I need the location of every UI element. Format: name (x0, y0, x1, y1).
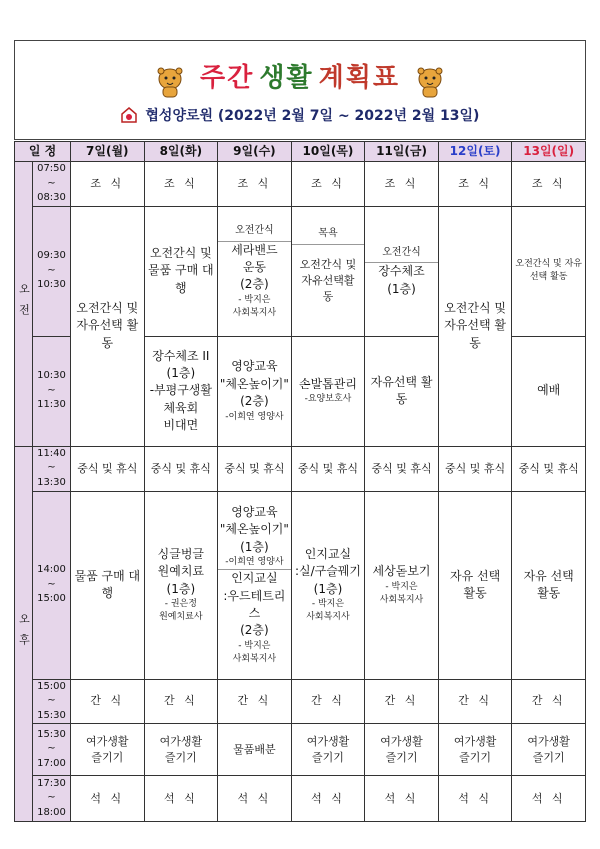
day-header: 8일(화) (144, 142, 218, 162)
title-part-2: 생활 (259, 63, 314, 93)
table-row (15, 776, 586, 822)
dinner-cell: 석 식 (365, 776, 439, 822)
wed-nutrition-topic: "체온높이기" (219, 376, 289, 391)
time-cell: 15:00 ~ 15:30 (33, 679, 71, 724)
fri-pm-name: 세상돋보기 (372, 564, 431, 579)
wed-pm-nutrition-floor: (1층) (240, 539, 269, 554)
dinner-cell: 석 식 (218, 776, 292, 822)
dinner-cell: 석 식 (438, 776, 512, 822)
lunch-cell: 중식 및 휴식 (512, 446, 586, 491)
tue-pm-name-2: 원예치료 (157, 564, 205, 579)
breakfast-cell: 조 식 (71, 162, 145, 207)
day-header: 10일(목) (291, 142, 365, 162)
breakfast-cell: 조 식 (438, 162, 512, 207)
dinner-cell: 석 식 (144, 776, 218, 822)
breakfast-cell: 조 식 (144, 162, 218, 207)
home-logo-icon (121, 107, 137, 123)
tue-morning-cell: 오전간식 및 물품 구매 대행 (144, 206, 218, 336)
tue-pm-floor: (1층) (166, 581, 196, 596)
tue-pm-name: 싱글벙글 (157, 546, 205, 561)
time-cell: 09:30 ~ 10:30 (33, 206, 71, 336)
wed-pm-nutrition-staff: -이희연 영양사 (218, 556, 291, 570)
thu-afternoon-cell (291, 491, 365, 679)
time-cell: 17:30 ~ 18:00 (33, 776, 71, 822)
thu-nail-staff: -요양보호사 (304, 394, 352, 405)
day-header: 7일(월) (71, 142, 145, 162)
wed-nutrition-cell (218, 336, 292, 446)
tue-exercise-floor: (1층) (166, 365, 196, 380)
breakfast-cell: 조 식 (365, 162, 439, 207)
wed-pm-nutrition-topic: "체온높이기" (219, 522, 289, 537)
table-header-row (15, 142, 586, 162)
wed-program-name-2: 운동 (242, 260, 266, 274)
table-row (15, 679, 586, 724)
wed-program-floor: (2층) (240, 277, 269, 292)
tue-afternoon-cell (144, 491, 218, 679)
dinner-cell: 석 식 (291, 776, 365, 822)
lunch-cell: 중식 및 휴식 (144, 446, 218, 491)
thu-pm-name: 인지교실 (304, 546, 352, 561)
fri-pm-staff: - 박지은 (385, 581, 418, 592)
time-cell: 15:30 ~ 17:00 (33, 724, 71, 776)
snack-cell: 간 식 (365, 679, 439, 724)
thu-pm-topic: :실/구슬꿰기 (294, 564, 361, 579)
period-pm: 오후 (15, 446, 33, 822)
wed-pm-cognitive-staff-role: 사회복지사 (232, 653, 277, 664)
leisure-cell: 여가생활 즐기기 (365, 724, 439, 776)
wed-program-name: 세라밴드 (231, 242, 278, 257)
thu-morning-cell (291, 206, 365, 336)
mon-morning-cell: 오전간식 및 자유선택 활동 (71, 206, 145, 446)
lunch-cell: 중식 및 휴식 (71, 446, 145, 491)
thu-nail-name: 손발톱관리 (298, 376, 357, 391)
wed-nutrition-floor: (2층) (240, 394, 269, 409)
dinner-cell: 석 식 (71, 776, 145, 822)
fri-exercise-floor: (1층) (387, 281, 416, 296)
wed-pm-cognitive-topic: :우드테트리스 (223, 588, 286, 621)
wed-pm-nutrition: 영양교육 (231, 505, 278, 520)
wed-pm-cognitive-staff: - 박지은 (238, 640, 271, 651)
snack-cell: 간 식 (144, 679, 218, 724)
tue-exercise-org: -부평구생활 체육회 (149, 383, 212, 415)
thu-bath-label: 목욕 (292, 225, 365, 245)
thu-pm-staff-role: 사회복지사 (306, 612, 350, 623)
schedule-header: 일 정 (15, 142, 71, 162)
tiger-icon (415, 65, 445, 99)
title-row (15, 57, 585, 99)
lunch-cell: 중식 및 휴식 (218, 446, 292, 491)
thu-morning-activity: 오전간식 및 자유선택활동 (299, 257, 357, 303)
fri-snack-label: 오전간식 (365, 244, 438, 264)
title-part-3: 계획표 (318, 63, 400, 93)
snack-cell: 간 식 (71, 679, 145, 724)
leisure-cell: 여가생활 즐기기 (144, 724, 218, 776)
thu-pm-staff: - 박지은 (311, 599, 345, 610)
breakfast-cell: 조 식 (291, 162, 365, 207)
mon-afternoon-cell: 물품 구매 대행 (71, 491, 145, 679)
thu-nail-cell (291, 336, 365, 446)
sun-worship-cell: 예배 (512, 336, 586, 446)
leisure-cell: 여가생활 즐기기 (291, 724, 365, 776)
leisure-cell: 여가생활 즐기기 (438, 724, 512, 776)
wed-pm-cognitive: 인지교실 (231, 571, 278, 586)
wed-afternoon-cell (218, 491, 292, 679)
day-header-sunday: 13일(일) (512, 142, 586, 162)
table-row (15, 724, 586, 776)
snack-cell: 간 식 (438, 679, 512, 724)
table-row (15, 446, 586, 491)
table-row (15, 206, 586, 336)
fri-pm-staff-role: 사회복지사 (379, 594, 424, 605)
tue-exercise-name: 장수체조 II (152, 348, 210, 363)
sun-morning-cell: 오전간식 및 자유선택 활동 (512, 206, 586, 336)
fri-morning-cell (365, 206, 439, 336)
dinner-cell: 석 식 (512, 776, 586, 822)
wed-snack-label: 오전간식 (218, 222, 291, 242)
subtitle-row (15, 105, 585, 125)
weekly-plan-table (14, 141, 586, 822)
fri-exercise-name: 장수체조 (378, 264, 425, 279)
leisure-cell: 여가생활 즐기기 (512, 724, 586, 776)
sun-afternoon-cell: 자유 선택 활동 (512, 491, 586, 679)
thu-pm-floor: (1층) (313, 581, 343, 596)
leisure-cell: 여가생활 즐기기 (71, 724, 145, 776)
wed-pm-cognitive-floor: (2층) (240, 623, 269, 638)
breakfast-cell: 조 식 (218, 162, 292, 207)
wed-nutrition-name: 영양교육 (231, 359, 278, 374)
tue-exercise-cell (144, 336, 218, 446)
date-range: (2022년 2월 7일 ~ 2022년 2월 13일) (217, 108, 480, 124)
fri-afternoon-cell (365, 491, 439, 679)
lunch-cell: 중식 및 휴식 (291, 446, 365, 491)
header-box (14, 40, 586, 140)
fri-free-cell: 자유선택 활동 (365, 336, 439, 446)
tue-pm-staff-role: 원예치료사 (159, 612, 203, 623)
wed-program-staff: - 박지은 (238, 294, 271, 305)
time-cell: 11:40 ~ 13:30 (33, 446, 71, 491)
snack-cell: 간 식 (512, 679, 586, 724)
day-header: 11일(금) (365, 142, 439, 162)
snack-cell: 간 식 (291, 679, 365, 724)
wed-nutrition-staff: -이희연 영양사 (225, 411, 284, 422)
sat-afternoon-cell: 자유 선택 활동 (438, 491, 512, 679)
lunch-cell: 중식 및 휴식 (438, 446, 512, 491)
tue-exercise-mode: 비대면 (163, 418, 199, 433)
time-cell: 10:30 ~ 11:30 (33, 336, 71, 446)
snack-cell: 간 식 (218, 679, 292, 724)
org-name: 협성양로원 (145, 108, 214, 124)
table-row (15, 491, 586, 679)
breakfast-cell: 조 식 (512, 162, 586, 207)
day-header: 9일(수) (218, 142, 292, 162)
wed-morning-cell (218, 206, 292, 336)
period-am: 오전 (15, 162, 33, 447)
lunch-cell: 중식 및 휴식 (365, 446, 439, 491)
tue-pm-staff: - 권은정 (164, 599, 197, 610)
wed-program-staff-role: 사회복지사 (232, 307, 277, 318)
time-cell: 07:50 ~ 08:30 (33, 162, 71, 207)
sat-morning-cell: 오전간식 및 자유선택 활동 (438, 206, 512, 446)
title-part-1: 주간 (199, 63, 255, 93)
day-header-saturday: 12일(토) (438, 142, 512, 162)
tiger-icon (155, 65, 185, 99)
time-cell: 14:00 ~ 15:00 (33, 491, 71, 679)
wed-leisure-cell: 물품배분 (218, 724, 292, 776)
table-row (15, 162, 586, 207)
